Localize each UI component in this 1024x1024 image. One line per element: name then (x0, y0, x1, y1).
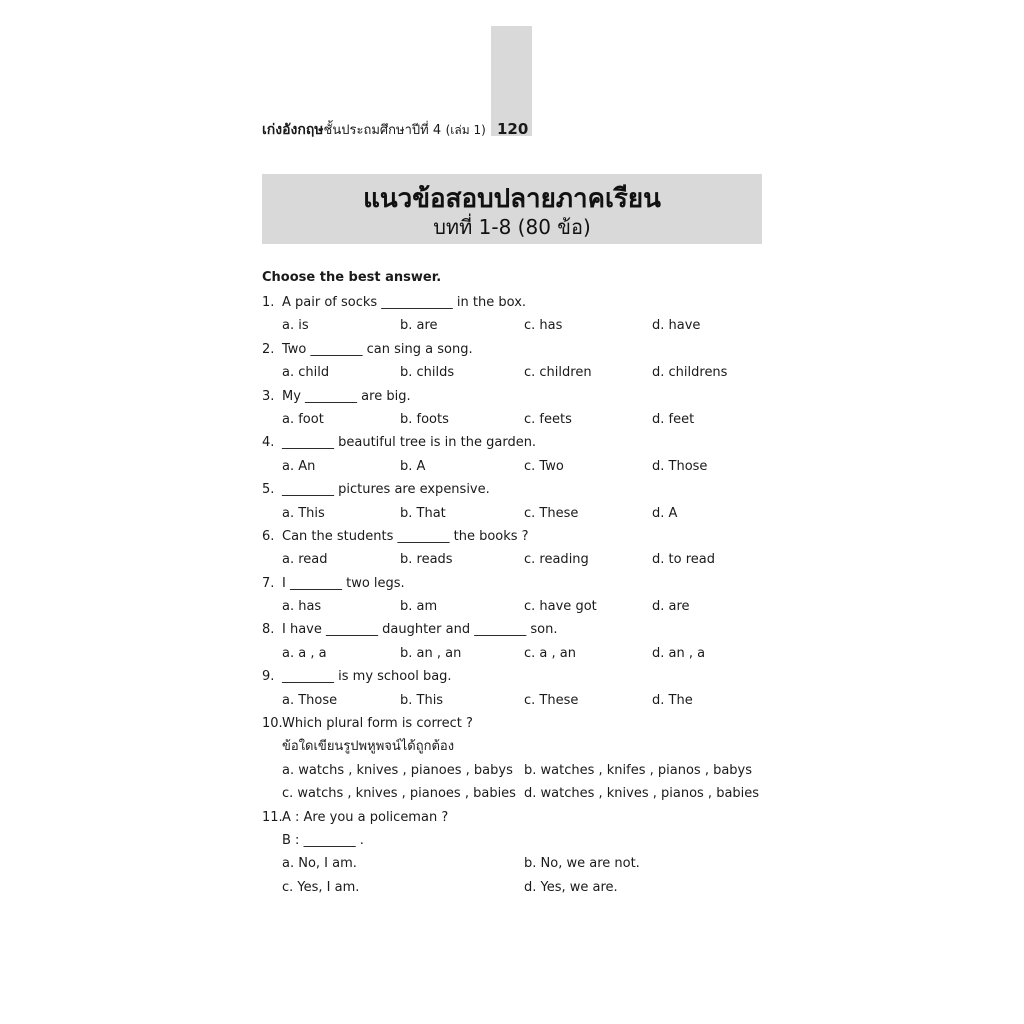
answer-option: b. childs (400, 365, 455, 381)
answer-option: c. reading (524, 552, 589, 568)
question-number: 1. (262, 295, 275, 310)
answer-option: a. No, I am. (282, 856, 357, 872)
question-text: ________ is my school bag. (282, 669, 452, 685)
page-title: แนวข้อสอบปลายภาคเรียน (363, 184, 661, 214)
answer-option: a. read (282, 552, 328, 568)
question-number: 2. (262, 341, 275, 357)
answer-option: d. childrens (652, 365, 728, 381)
question-line (262, 712, 782, 735)
grade-label: ชั้นประถมศึกษาปีที่ 4 (323, 123, 442, 138)
book-name: เก่งอังกฤษ (262, 122, 324, 138)
answer-option: b. That (400, 505, 446, 521)
answer-option: d. have (652, 318, 701, 334)
options-row (262, 361, 782, 384)
answer-option: d. are (652, 599, 690, 615)
question-line (262, 572, 782, 595)
answer-option: d. The (652, 692, 693, 708)
answer-option: c. feets (524, 411, 572, 427)
options-row (262, 548, 782, 571)
question-number: 8. (262, 622, 275, 638)
answer-option: a. An (282, 458, 316, 474)
options-row (262, 782, 782, 805)
answer-option: b. watches , knifes , pianos , babys (524, 762, 753, 778)
running-head (262, 119, 486, 141)
question-text: B : ________ . (282, 832, 364, 848)
answer-option: c. watchs , knives , pianoes , babies (282, 786, 516, 802)
question-number: 7. (262, 575, 275, 591)
answer-option: b. foots (400, 411, 449, 427)
answer-option: d. an , a (652, 645, 706, 661)
question-text: Which plural form is correct ? (282, 716, 473, 732)
answer-option: b. an , an (400, 645, 462, 661)
question-text: My ________ are big. (282, 388, 411, 404)
question-line (262, 431, 782, 454)
question-text: ข้อใดเขียนรูปพหูพจน์ได้ถูกต้อง (282, 739, 455, 755)
question-number: 11. (262, 809, 283, 825)
answer-option: a. a , a (282, 645, 327, 661)
answer-option: b. reads (400, 552, 453, 568)
question-text: ________ beautiful tree is in the garden. (282, 435, 537, 451)
question-number: 5. (262, 482, 275, 498)
answer-option: c. These (524, 505, 579, 521)
question-text: A : Are you a policeman ? (282, 809, 449, 825)
question-line (262, 338, 782, 361)
answer-option: c. Yes, I am. (282, 879, 360, 895)
options-row (262, 502, 782, 525)
question-line (262, 291, 782, 314)
answer-option: b. A (400, 458, 426, 474)
question-line (262, 806, 782, 829)
question-line (262, 478, 782, 501)
question-text: Can the students ________ the books ? (282, 528, 529, 544)
options-row (262, 759, 782, 782)
answer-option: c. These (524, 692, 579, 708)
answer-option: d. Yes, we are. (524, 879, 618, 895)
answer-option: d. watches , knives , pianos , babies (524, 786, 760, 802)
options-row (262, 595, 782, 618)
question-line (262, 735, 782, 758)
question-line (262, 385, 782, 408)
options-row (262, 642, 782, 665)
question-line (262, 525, 782, 548)
answer-option: d. Those (652, 458, 708, 474)
answer-option: c. has (524, 318, 563, 334)
question-text: I have ________ daughter and ________ son. (282, 622, 558, 638)
question-line (262, 829, 782, 852)
question-text: ________ pictures are expensive. (282, 482, 490, 498)
answer-option: b. No, we are not. (524, 856, 640, 872)
options-row (262, 455, 782, 478)
question-line (262, 618, 782, 641)
page-subtitle: บทที่ 1-8 (80 ข้อ) (433, 215, 591, 239)
answer-option: a. has (282, 599, 322, 615)
answer-option: c. have got (524, 599, 597, 615)
answer-option: a. This (282, 505, 325, 521)
answer-option: b. This (400, 692, 444, 708)
question-text: I ________ two legs. (282, 575, 405, 591)
answer-option: d. feet (652, 411, 695, 427)
question-line (262, 665, 782, 688)
answer-option: c. Two (524, 458, 564, 474)
instruction: Choose the best answer. (262, 270, 442, 285)
answer-option: a. Those (282, 692, 338, 708)
question-number: 4. (262, 435, 275, 451)
answer-option: d. A (652, 505, 678, 521)
options-row (262, 314, 782, 337)
options-row (262, 852, 782, 875)
question-list (262, 291, 782, 899)
page-number: 120 (497, 120, 529, 138)
question-text: Two ________ can sing a song. (282, 341, 473, 357)
answer-option: a. is (282, 318, 309, 334)
volume-label: (เล่ม 1) (445, 123, 486, 137)
answer-option: c. a , an (524, 645, 576, 661)
options-row (262, 876, 782, 899)
title-box (262, 174, 762, 244)
answer-option: b. are (400, 318, 438, 334)
question-number: 3. (262, 388, 275, 404)
answer-option: b. am (400, 599, 438, 615)
answer-option: a. watchs , knives , pianoes , babys (282, 762, 513, 778)
question-number: 6. (262, 528, 275, 544)
options-row (262, 408, 782, 431)
answer-option: c. children (524, 365, 592, 381)
answer-option: a. child (282, 365, 330, 381)
answer-option: d. to read (652, 552, 715, 568)
question-number: 10. (262, 716, 283, 732)
question-number: 9. (262, 669, 275, 685)
options-row (262, 689, 782, 712)
question-text: A pair of socks ___________ in the box. (282, 295, 527, 310)
answer-option: a. foot (282, 411, 324, 427)
